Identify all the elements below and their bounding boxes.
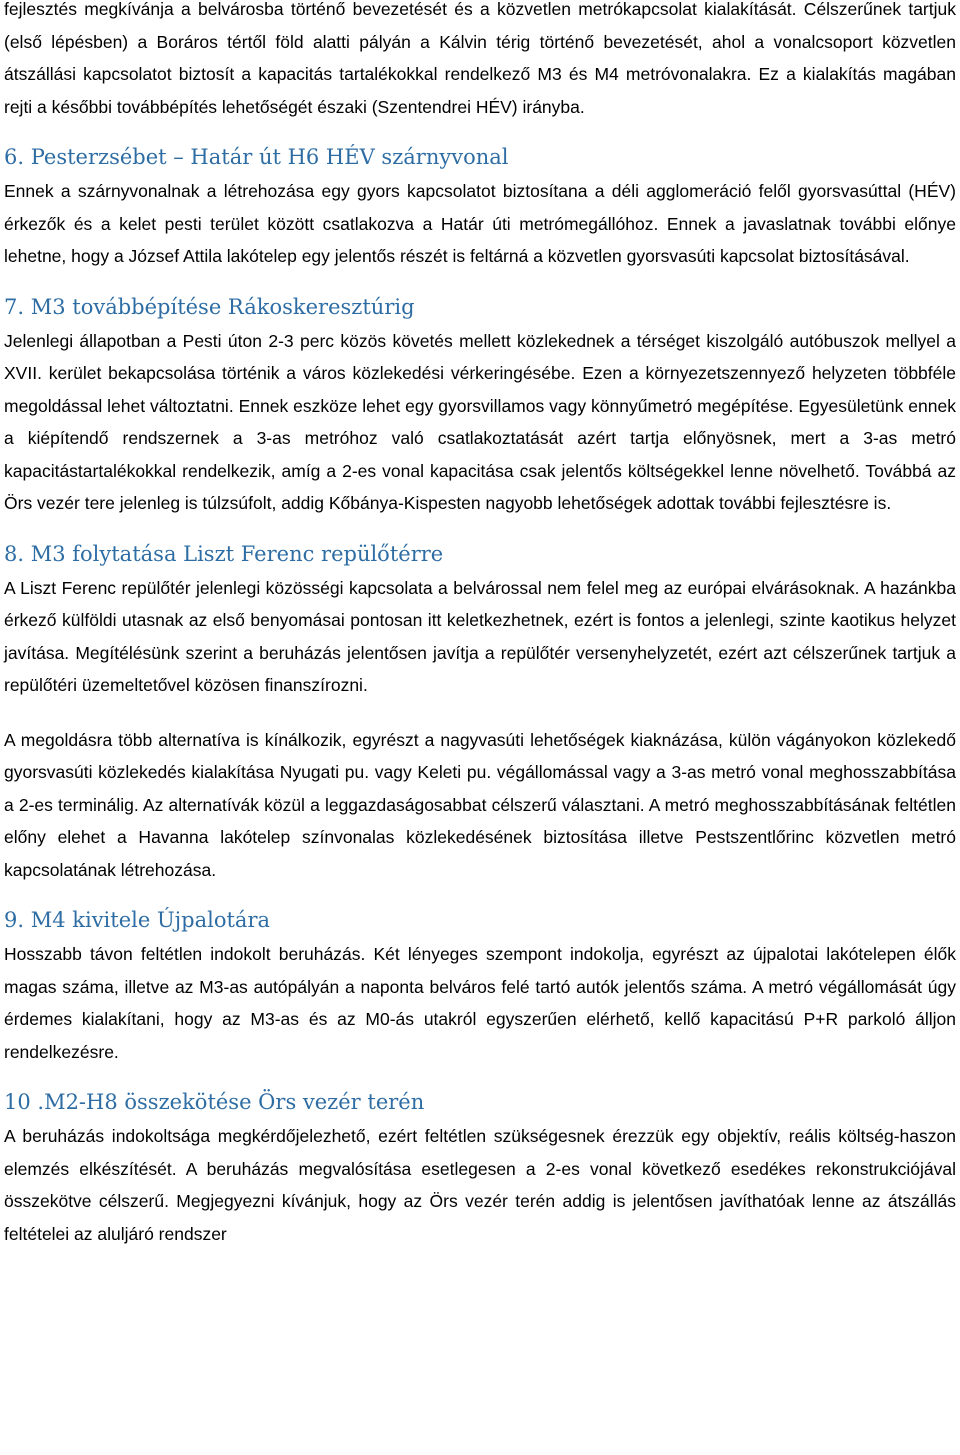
section-8: [4, 538, 956, 887]
intro-paragraph: fejlesztés megkívánja a belvárosba történő bevezetését és a közvetlen metrókapcsolat kialakítását. Célszerűnek tartjuk (első lépésben) a Boráros tértől föld alatti pályán a Kálvin térig történő bevezetését, ahol a vonalcsoport közvetlen átszállási kapcsolatot biztosít a kapacitás tartalékokkal rendelkező M3 és M4 metróvonalakra. Ez a kialakítás magában rejti a későbbi továbbépítés lehetőségét északi (Szentendrei HÉV) irányba.: [4, 0, 956, 117]
section-heading: 6. Pesterzsébet – Határ út H6 HÉV szárnyvonal: [4, 145, 509, 169]
section-6: [4, 141, 956, 273]
section-heading: 9. M4 kivitele Újpalotára: [4, 908, 271, 932]
section-9: [4, 904, 956, 1068]
section-7: [4, 291, 956, 520]
section-paragraph: A beruházás indokoltsága megkérdőjelezhető, ezért feltétlen szükségesnek érezzük egy objektív, reális költség-haszon elemzés elkészítését. A beruházás megvalósítása esetlegesen a 2-es vonal következő esedékes rekonstrukciójával összekötve célszerű. Megjegyezni kívánjuk, hogy az Örs vezér terén addig is jelentősen javíthatóak lenne az átszállás feltételei az aluljáró rendszer: [4, 1126, 956, 1244]
section-heading: 10 .M2-H8 összekötése Örs vezér terén: [4, 1090, 425, 1114]
section-heading: 7. M3 továbbépítése Rákoskeresztúrig: [4, 294, 415, 319]
section-10: [4, 1086, 956, 1250]
section-paragraph: Jelenlegi állapotban a Pesti úton 2-3 perc közös követés mellett közlekednek a térséget kiszolgáló autóbuszok mellyel a XVII. kerület bekapcsolása történik a város közlekedési vérkeringésébe. Ezen a környezetszennyező helyzeten többféle megoldással lehet változtatni. Ennek eszköze lehet egy gyorsvillamos vagy könnyűmetró megépítése. Egyesületünk ennek a kiépítendő rendszernek a 3-as metróhoz való csatlakoztatását azért tartja előnyösnek, mert a 3-as metró kapacitástartalékokkal rendelkezik, amíg a 2-es vonal kapacitása csak jelentős költségekkel lenne növelhető. Továbbá az Örs vezér tere jelenleg is túlzsúfolt, addig Kőbánya-Kispesten nagyobb lehetőségek adottak további fejlesztésre is.: [4, 330, 956, 513]
section-paragraph: A megoldásra több alternatíva is kínálkozik, egyrészt a nagyvasúti lehetőségek kiaknázása, külön vágányokon közlekedő gyorsvasúti közlekedés kialakítása Nyugati pu. vagy Keleti pu. végállomással vagy a 3-as metró vonal meghosszabbítása a 2-es terminálig. Az alternatívák közül a leggazdaságosabbat célszerű választani. A metró meghosszabbításának feltétlen előny elehet a Havanna lakótelep színvonalas közlekedésének biztosítása illetve Pestszentlőrinc közvetlen metró kapcsolatának létrehozása.: [4, 729, 956, 880]
section-paragraph: A Liszt Ferenc repülőtér jelenlegi közösségi kapcsolata a belvárossal nem felel meg az európai elvárásoknak. A hazánkba érkező külföldi utasnak az első benyomásai pontosan itt keletkezhetnek, ezért is fontos a jelenlegi, szinte kaotikus helyzet javítása. Megítélésünk szerint a beruházás jelentősen javítja a repülőtér versenyhelyzetét, ezért azt célszerűnek tartjuk a repülőtéri üzemeltetővel közösen finanszírozni.: [4, 577, 956, 695]
section-paragraph: Ennek a szárnyvonalnak a létrehozása egy gyors kapcsolatot biztosítana a déli agglomeráció felől gyorsvasúttal (HÉV) érkezők és a kelet pesti terület között csatlakozva a Határ úti metrómegállóhoz. Ennek a javaslatnak további előnye lehetne, hogy a József Attila lakótelep egy jelentős részét is feltárná a közvetlen gyorsvasúti kapcsolat biztosításával.: [4, 181, 956, 266]
section-heading: 8. M3 folytatása Liszt Ferenc repülőtérre: [4, 541, 444, 566]
section-paragraph: Hosszabb távon feltétlen indokolt beruházás. Két lényeges szempont indokolja, egyrészt az újpalotai lakótelepen élők magas száma, illetve az M3-as autópályán a naponta belváros felé tartó autók jelentős száma. A metró végállomását úgy érdemes kialakítani, hogy az M3-as és az M0-ás utakról egyszerűen elérhető, kellő kapacitású P+R parkoló álljon rendelkezésre.: [4, 944, 956, 1062]
document-page: [4, 0, 956, 1250]
